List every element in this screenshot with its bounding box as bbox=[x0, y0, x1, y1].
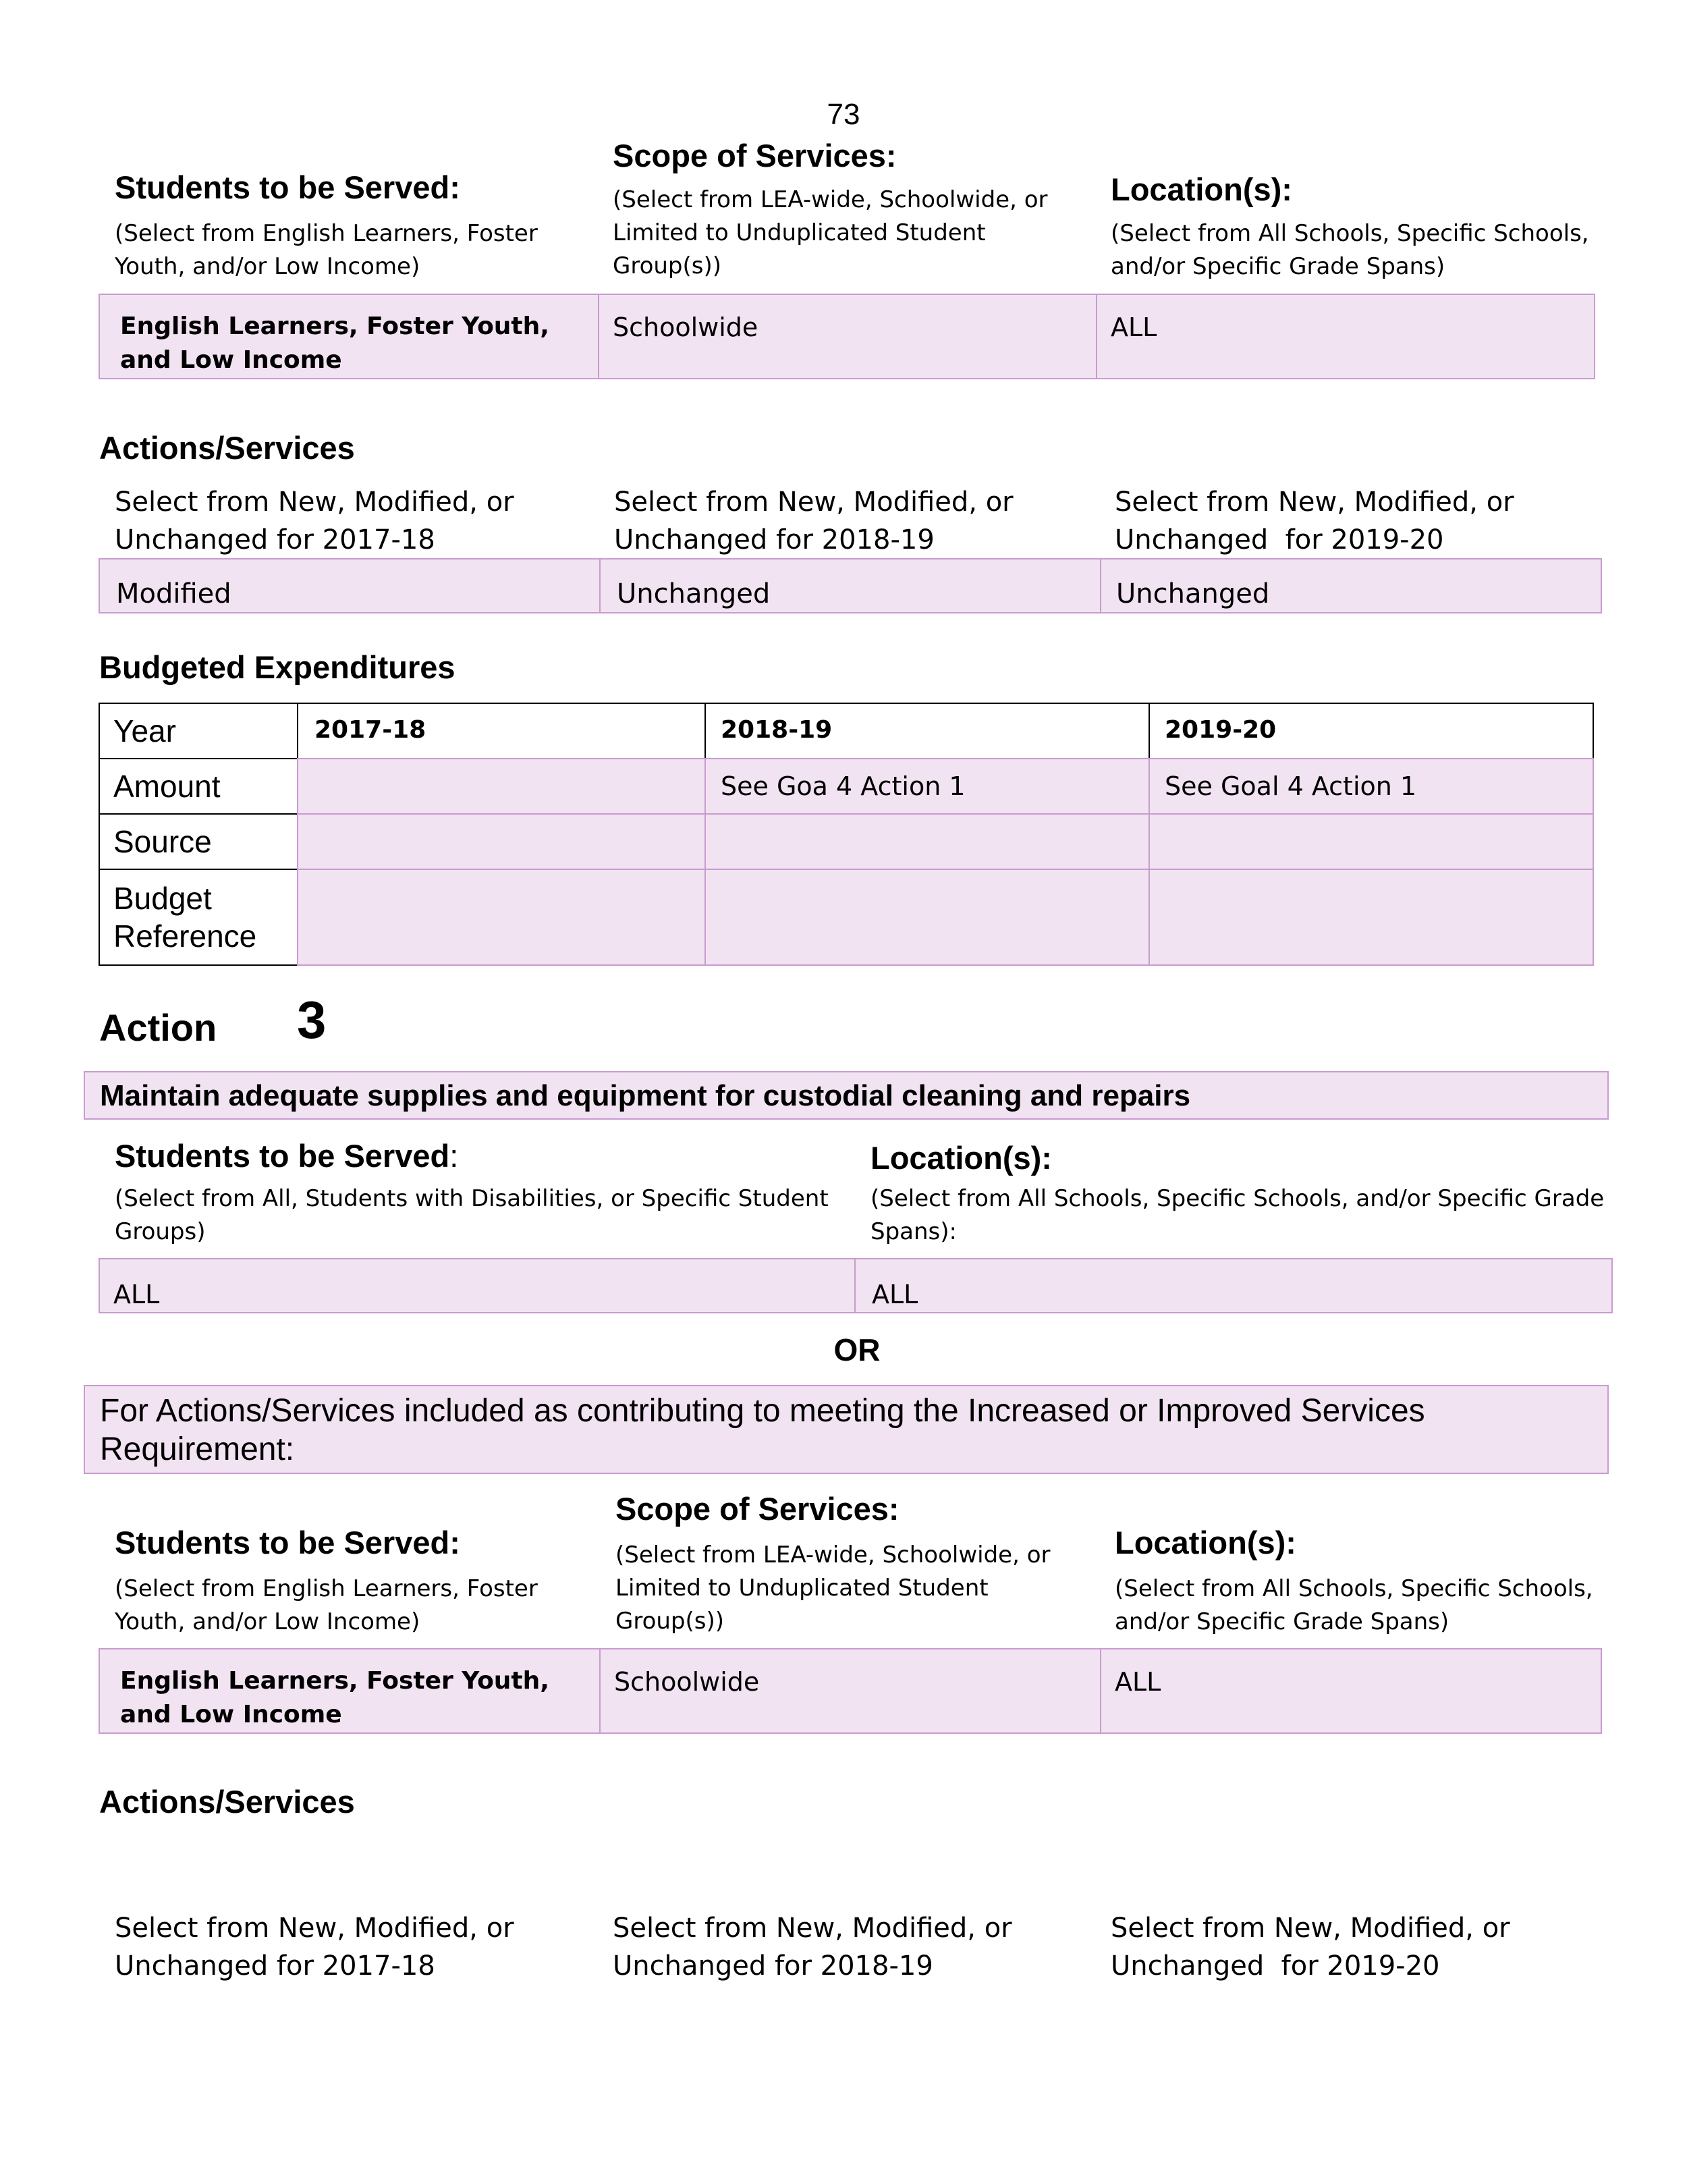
location-hint-3: (Select from All Schools, Specific Schools, and/or Specific Grade Spans) bbox=[1115, 1575, 1593, 1635]
budget-year-2017-18-text: 2017-18 bbox=[314, 716, 426, 744]
scope-hint-3: (Select from LEA-wide, Schoolwide, or Limited to Unduplicated Student Group(s)) bbox=[615, 1541, 1051, 1635]
location-value-cell-2 bbox=[854, 1258, 1613, 1313]
action-number: 3 bbox=[297, 990, 327, 1049]
students-value-cell-2 bbox=[99, 1258, 856, 1313]
status-2019-20-cell bbox=[1100, 558, 1602, 613]
students-heading-2 bbox=[115, 1137, 458, 1174]
budget-source-2018-19 bbox=[704, 813, 1150, 870]
students-value-cell-3 bbox=[99, 1648, 601, 1734]
status-2019-20: Unchanged bbox=[1116, 578, 1270, 609]
budget-year-2019-20-text: 2019-20 bbox=[1165, 716, 1277, 744]
budget-source-2019-20 bbox=[1149, 813, 1594, 870]
select-2018-19-2: Select from New, Modified, or Unchanged for 2018-19 bbox=[613, 1913, 1012, 1982]
status-2017-18: Modified bbox=[116, 578, 231, 609]
budget-reference-2018-19 bbox=[704, 869, 1150, 966]
select-2017-18: Select from New, Modified, or Unchanged for 2017-18 bbox=[115, 487, 514, 555]
page-number: 73 bbox=[827, 98, 860, 131]
budget-year-2017-18 bbox=[297, 703, 706, 759]
budget-label-reference bbox=[99, 869, 298, 966]
select-2019-20: Select from New, Modified, or Unchanged for 2019-20 bbox=[1115, 487, 1523, 555]
budget-amount-2017-18 bbox=[297, 758, 706, 815]
budget-label-amount-text: Amount bbox=[113, 769, 221, 804]
action-description-box bbox=[84, 1071, 1609, 1120]
location-value: ALL bbox=[1111, 312, 1157, 342]
students-hint-3: (Select from English Learners, Foster Youth, and/or Low Income) bbox=[115, 1575, 538, 1635]
students-heading-2-colon: : bbox=[449, 1138, 459, 1174]
budget-year-2018-19 bbox=[704, 703, 1150, 759]
budget-amount-2018-19 bbox=[704, 758, 1150, 815]
students-hint-2: (Select from All, Students with Disabilities, or Specific Student Groups) bbox=[115, 1185, 829, 1245]
contributing-note-box bbox=[84, 1385, 1609, 1474]
select-2019-20-2: Select from New, Modified, or Unchanged for 2019-20 bbox=[1111, 1913, 1519, 1982]
select-2018-19: Select from New, Modified, or Unchanged for 2018-19 bbox=[614, 487, 1014, 555]
scope-value: Schoolwide bbox=[613, 312, 758, 342]
scope-value-cell bbox=[598, 294, 1097, 379]
action-description: Maintain adequate supplies and equipment for custodial cleaning and repairs bbox=[100, 1079, 1191, 1112]
location-value-2: ALL bbox=[872, 1280, 918, 1309]
scope-hint: (Select from LEA-wide, Schoolwide, or Limited to Unduplicated Student Group(s)) bbox=[613, 186, 1048, 279]
students-heading: Students to be Served: bbox=[115, 169, 460, 205]
or-label: OR bbox=[833, 1332, 881, 1367]
budget-amount-2019-20 bbox=[1149, 758, 1594, 815]
budget-source-2017-18 bbox=[297, 813, 706, 870]
students-value-3: English Learners, Foster Youth, and Low Income bbox=[120, 1667, 549, 1728]
budget-year-2018-19-text: 2018-19 bbox=[721, 716, 833, 744]
contributing-note: For Actions/Services included as contributing to meeting the Increased or Improved Services Requirement: bbox=[100, 1393, 1425, 1467]
students-hint: (Select from English Learners, Foster Youth, and/or Low Income) bbox=[115, 220, 538, 280]
actions-services-heading: Actions/Services bbox=[99, 430, 355, 466]
location-heading: Location(s): bbox=[1111, 171, 1292, 207]
students-heading-2-text: Students to be Served bbox=[115, 1138, 450, 1174]
location-hint: (Select from All Schools, Specific Schools, and/or Specific Grade Spans) bbox=[1111, 220, 1589, 280]
budget-year-2019-20 bbox=[1149, 703, 1594, 759]
students-value-cell bbox=[99, 294, 599, 379]
students-value: English Learners, Foster Youth, and Low Income bbox=[120, 312, 549, 374]
scope-value-cell-3 bbox=[599, 1648, 1101, 1734]
status-2017-18-cell bbox=[99, 558, 601, 613]
scope-value-3: Schoolwide bbox=[614, 1667, 760, 1697]
budget-label-year bbox=[99, 703, 298, 759]
location-value-cell bbox=[1096, 294, 1595, 379]
budget-heading: Budgeted Expenditures bbox=[99, 649, 455, 685]
budget-reference-2019-20 bbox=[1149, 869, 1594, 966]
budget-label-source bbox=[99, 813, 298, 870]
location-heading-2: Location(s): bbox=[870, 1140, 1052, 1176]
budget-label-source-text: Source bbox=[113, 824, 212, 859]
budget-reference-2017-18 bbox=[297, 869, 706, 966]
students-heading-3: Students to be Served: bbox=[115, 1525, 460, 1560]
location-heading-3: Location(s): bbox=[1115, 1525, 1296, 1560]
status-2018-19-cell bbox=[599, 558, 1101, 613]
select-2017-18-2: Select from New, Modified, or Unchanged for 2017-18 bbox=[115, 1913, 514, 1982]
budget-label-amount bbox=[99, 758, 298, 815]
budget-label-reference-text: Budget Reference bbox=[113, 881, 257, 954]
actions-services-heading-2: Actions/Services bbox=[99, 1784, 355, 1820]
budget-amount-2019-20-text: See Goal 4 Action 1 bbox=[1165, 771, 1417, 801]
students-value-2: ALL bbox=[113, 1280, 160, 1309]
status-2018-19: Unchanged bbox=[617, 578, 771, 609]
location-value-cell-3 bbox=[1100, 1648, 1602, 1734]
budget-label-year-text: Year bbox=[113, 713, 176, 748]
budget-amount-2018-19-text: See Goa 4 Action 1 bbox=[721, 771, 966, 801]
location-value-3: ALL bbox=[1115, 1667, 1161, 1697]
action-label: Action bbox=[99, 1006, 217, 1049]
scope-heading: Scope of Services: bbox=[613, 138, 897, 173]
scope-heading-3: Scope of Services: bbox=[615, 1491, 900, 1527]
location-hint-2: (Select from All Schools, Specific Schools, and/or Specific Grade Spans): bbox=[870, 1185, 1605, 1245]
